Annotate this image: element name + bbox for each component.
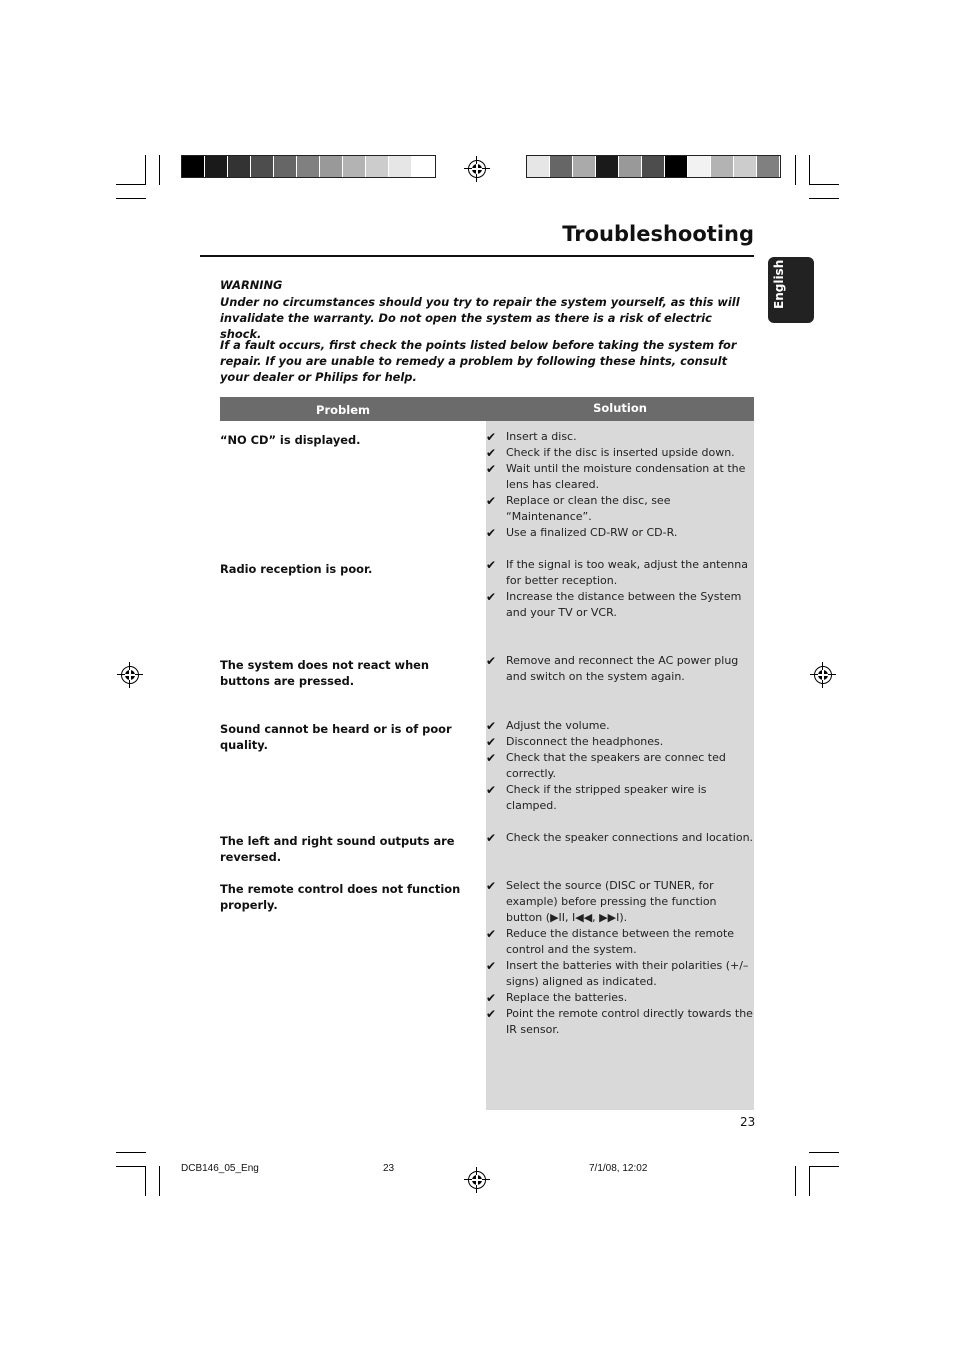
warning-body: Under no circumstances should you try to repair the system yourself, as this will invalidate the warranty. Do not open the system as there is a risk of electric shock. [220,295,740,341]
list-item: ✔ Check if the disc is inserted upside down. [486,446,735,460]
check-icon: ✔ [486,654,497,668]
check-icon: ✔ [486,494,497,508]
check-icon: ✔ [486,959,497,973]
check-icon: ✔ [486,430,497,444]
check-icon: ✔ [486,462,497,476]
footer-file-name: DCB146_05_Eng [181,1163,259,1174]
check-icon: ✔ [486,751,497,765]
check-icon: ✔ [486,735,497,749]
problem-cell: “NO CD” is displayed. [220,433,361,447]
grayscale-bar-right [526,155,781,178]
crop-mark [809,1152,839,1153]
crop-mark [159,1166,160,1196]
problem-cell: The system does not react when buttons are pressed. [220,658,430,688]
crop-mark [809,198,839,199]
title-rule [200,255,754,257]
check-icon: ✔ [486,1007,497,1021]
list-item: ✔ Remove and reconnect the AC power plug and switch on the system again. [486,654,739,683]
problem-cell: Sound cannot be heard or is of poor quality. [220,722,452,752]
list-item: ✔ Select the source (DISC or TUNER, for example) before pressing the function button (▶II, I◀◀, ▶▶I). [486,879,717,924]
problem-cell: The left and right sound outputs are reversed. [220,834,455,864]
registration-mark-icon [464,156,490,182]
list-item: ✔ Adjust the volume. [486,719,610,733]
list-item: ✔ Check if the stripped speaker wire is clamped. [486,783,707,812]
table-header [220,397,754,421]
list-item: ✔ Replace or clean the disc, see “Maintenance”. [486,494,671,523]
problem-cell: Radio reception is poor. [220,562,373,576]
solution-list [486,878,754,1038]
list-item: ✔ Wait until the moisture condensation at the lens has cleared. [486,462,746,491]
registration-mark-icon [464,1167,490,1193]
solution-list [486,429,754,541]
list-item: ✔ Increase the distance between the System and your TV or VCR. [486,590,742,619]
solution-list [486,557,754,621]
list-item: ✔ Use a finalized CD-RW or CD-R. [486,526,678,540]
crop-mark [159,155,160,185]
check-icon: ✔ [486,879,497,893]
crop-mark [116,184,146,185]
list-item: ✔ If the signal is too weak, adjust the antenna for better reception. [486,558,748,587]
check-icon: ✔ [486,719,497,733]
check-icon: ✔ [486,831,497,845]
warning-heading: WARNING [220,278,283,292]
registration-mark-icon [810,662,836,688]
crop-mark [809,184,839,185]
crop-mark [795,1166,796,1196]
language-tab [768,257,814,323]
check-icon: ✔ [486,783,497,797]
column-header-solution: Solution [593,401,647,415]
list-item: ✔ Insert a disc. [486,430,577,444]
crop-mark [116,1152,146,1153]
crop-mark [116,198,146,199]
list-item: ✔ Check that the speakers are connec ted correctly. [486,751,726,780]
crop-mark [795,155,796,185]
list-item: ✔ Replace the batteries. [486,991,628,1005]
grayscale-bar-left [181,155,436,178]
column-header-problem: Problem [316,403,370,417]
page-title: Troubleshooting [562,222,754,246]
list-item: ✔ Point the remote control directly towards the IR sensor. [486,1007,753,1036]
warning-note: If a fault occurs, first check the points listed below before taking the system for repair. If you are unable to remedy a problem by following these hints, consult your dealer or Philips for help. [220,338,737,384]
registration-mark-icon [117,662,143,688]
check-icon: ✔ [486,991,497,1005]
solution-list [486,653,754,685]
list-item: ✔ Disconnect the headphones. [486,735,664,749]
footer-page: 23 [383,1163,395,1174]
solution-list [486,830,754,846]
check-icon: ✔ [486,526,497,540]
footer-datetime: 7/1/08, 12:02 [589,1163,648,1174]
crop-mark [809,155,810,185]
crop-mark [145,1166,146,1196]
list-item: ✔ Insert the batteries with their polarities (+/– signs) aligned as indicated. [486,959,749,988]
crop-mark [809,1166,839,1167]
check-icon: ✔ [486,446,497,460]
page-number: 23 [740,1115,756,1129]
solution-list [486,718,754,814]
check-icon: ✔ [486,927,497,941]
crop-mark [145,155,146,185]
crop-mark [116,1166,146,1167]
list-item: ✔ Reduce the distance between the remote control and the system. [486,927,735,956]
check-icon: ✔ [486,590,497,604]
crop-mark [809,1166,810,1196]
list-item: ✔ Check the speaker connections and location. [486,831,754,845]
problem-cell: The remote control does not function properly. [220,882,461,912]
language-tab-label: English [772,259,786,309]
check-icon: ✔ [486,558,497,572]
